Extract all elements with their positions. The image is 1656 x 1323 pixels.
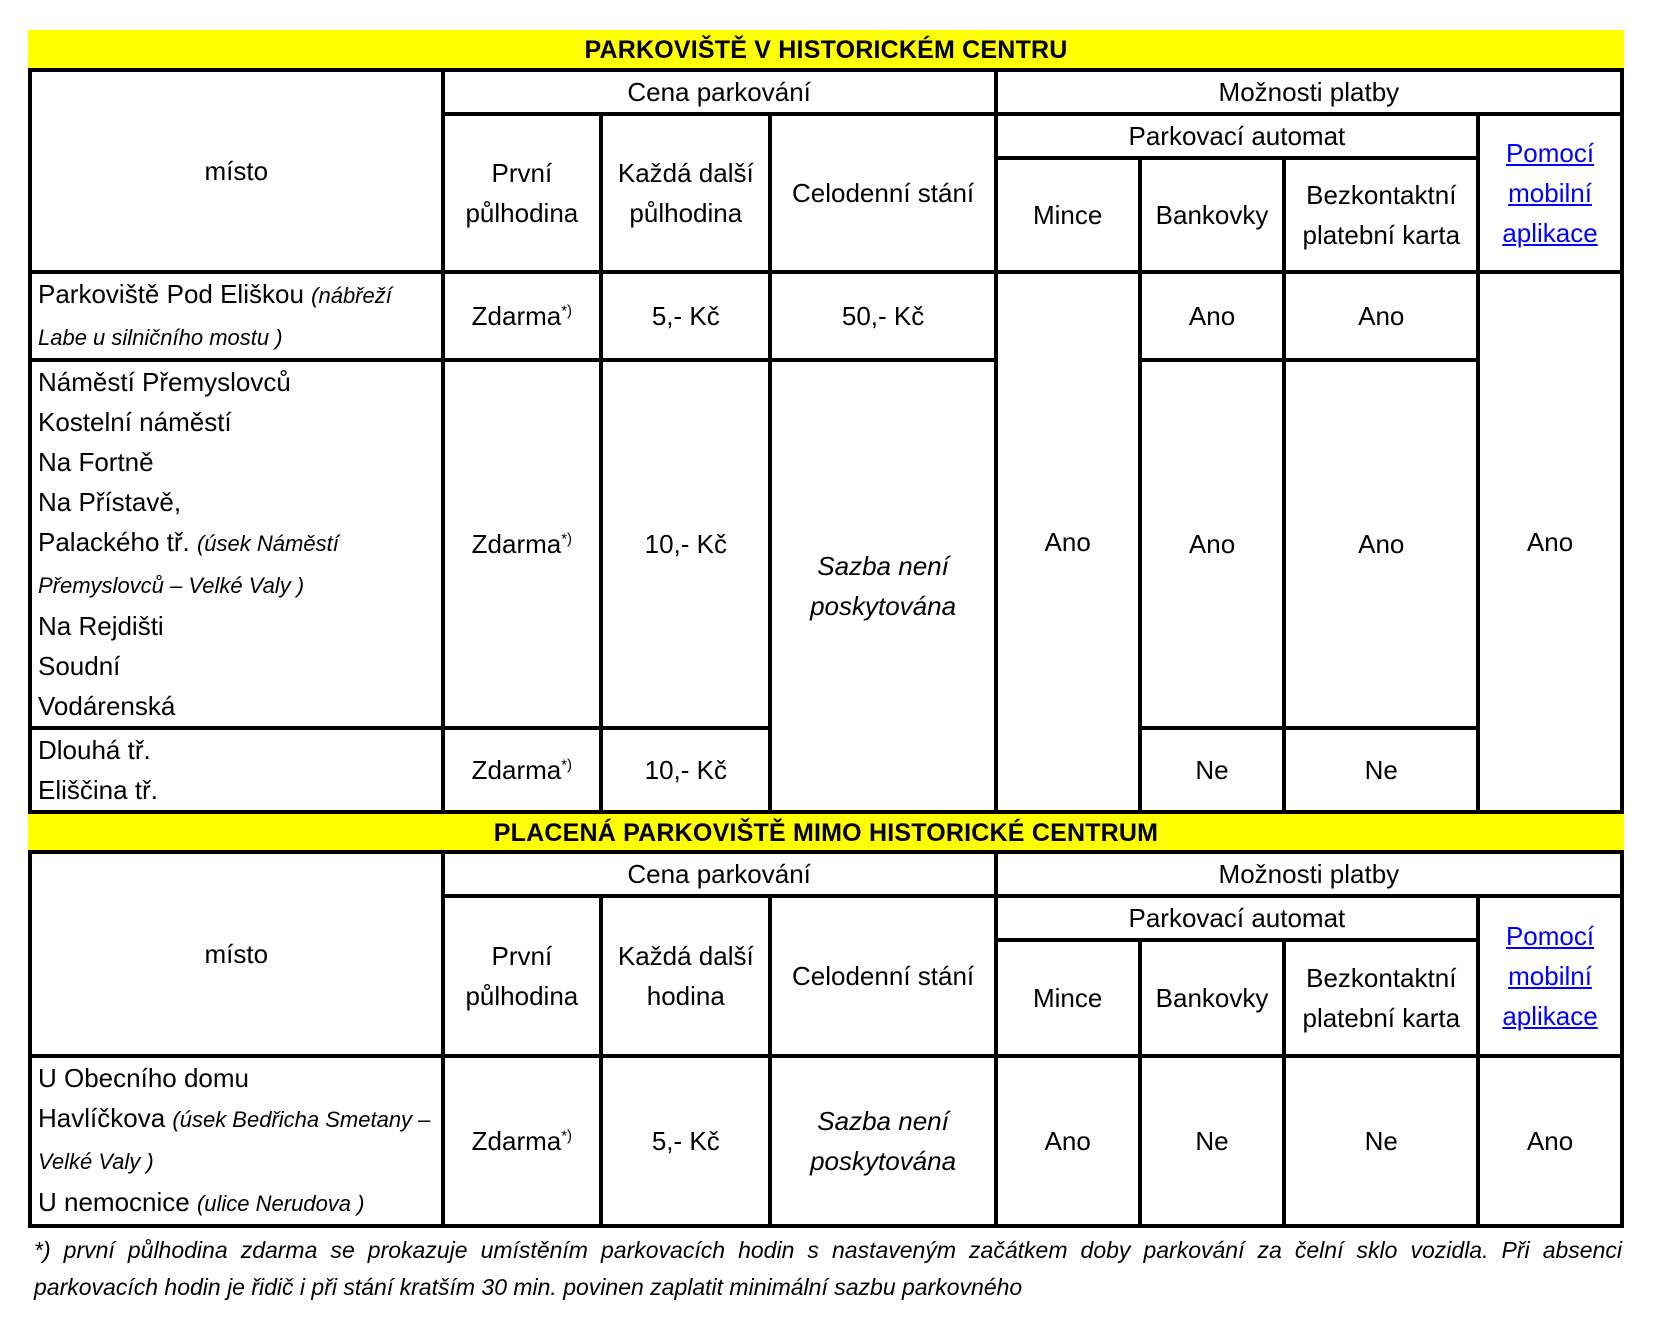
street-name: Na Přístavě, <box>38 487 182 517</box>
street-name: U nemocnice (ulice Nerudova ) <box>38 1187 365 1217</box>
row-obecni-dum-celodenni: Sazba není poskytována <box>770 1056 995 1226</box>
row-obecni-dum-aplikace: Ano <box>1478 1056 1622 1226</box>
street-name: Náměstí Přemyslovců <box>38 367 291 397</box>
street-name: Dlouhá tř. <box>38 735 151 765</box>
row-obecni-dum-bankovky: Ne <box>1140 1056 1285 1226</box>
header-mince: Mince <box>996 158 1140 272</box>
street-name: Eliščina tř. <box>38 775 158 805</box>
header-prvni: První půlhodina <box>443 114 602 272</box>
header-cena: Cena parkování <box>443 70 996 114</box>
street-name: Havlíčkova (úsek Bedřicha Smetany – Velké Valy ) <box>38 1103 431 1174</box>
header-moznosti: Možnosti platby <box>996 852 1622 896</box>
row-obecni-dum-karta: Ne <box>1284 1056 1478 1226</box>
header-aplikace[interactable] <box>1478 896 1622 1056</box>
street-name: Kostelní náměstí <box>38 407 232 437</box>
row-namesti-prvni: Zdarma*) <box>443 360 602 728</box>
header-automat: Parkovací automat <box>996 896 1478 940</box>
header-bankovky: Bankovky <box>1140 158 1285 272</box>
mince-value: Ano <box>996 272 1140 812</box>
row-obecni-dum-mince: Ano <box>996 1056 1140 1226</box>
header-celodenni: Celodenní stání <box>770 896 995 1056</box>
row-obecni-dum-dalsi: 5,- Kč <box>601 1056 770 1226</box>
header-automat: Parkovací automat <box>996 114 1478 158</box>
row-namesti-celodenni: Sazba není poskytována <box>770 360 995 812</box>
row-namesti-dalsi: 10,- Kč <box>601 360 770 728</box>
header-misto: místo <box>30 70 443 272</box>
row-dlouha-name <box>30 728 443 812</box>
row-namesti-name <box>30 360 443 728</box>
row-dlouha-dalsi: 10,- Kč <box>601 728 770 812</box>
mobile-app-link[interactable]: Pomocí mobilní aplikace <box>1502 921 1598 1031</box>
table-historicke-centrum <box>28 68 1624 814</box>
header-mince: Mince <box>996 940 1140 1056</box>
row-dlouha-karta: Ne <box>1284 728 1478 812</box>
header-misto: místo <box>30 852 443 1056</box>
street-name: Palackého tř. (úsek Náměstí Přemyslovců – Velké Valy ) <box>38 527 339 598</box>
row-pod-eliskou-celodenni: 50,- Kč <box>770 272 995 360</box>
row-pod-eliskou-dalsi: 5,- Kč <box>601 272 770 360</box>
row-pod-eliskou-prvni: Zdarma*) <box>443 272 602 360</box>
row-dlouha-bankovky: Ne <box>1140 728 1285 812</box>
row-pod-eliskou-name: Parkoviště Pod Eliškou (nábřeží Labe u silničního mostu ) <box>30 272 443 360</box>
row-obecni-dum-prvni: Zdarma*) <box>443 1056 602 1226</box>
row-obecni-dum-name <box>30 1056 443 1226</box>
street-name: Na Fortně <box>38 447 154 477</box>
section1-banner: PARKOVIŠTĚ V HISTORICKÉM CENTRU <box>28 30 1624 68</box>
header-dalsi: Každá další hodina <box>601 896 770 1056</box>
row-pod-eliskou-bankovky: Ano <box>1140 272 1285 360</box>
street-name: U Obecního domu <box>38 1063 250 1093</box>
street-name: Soudní <box>38 651 121 681</box>
street-name: Na Rejdišti <box>38 611 164 641</box>
street-name: Vodárenská <box>38 691 176 721</box>
row-dlouha-prvni: Zdarma*) <box>443 728 602 812</box>
header-prvni: První půlhodina <box>443 896 602 1056</box>
header-aplikace[interactable] <box>1478 114 1622 272</box>
mobile-app-link[interactable]: Pomocí mobilní aplikace <box>1502 138 1598 248</box>
row-pod-eliskou-karta: Ano <box>1284 272 1478 360</box>
header-dalsi: Každá další půlhodina <box>601 114 770 272</box>
section2-banner: PLACENÁ PARKOVIŠTĚ MIMO HISTORICKÉ CENTRUM <box>28 814 1624 850</box>
table-mimo-centrum <box>28 850 1624 1228</box>
row-namesti-bankovky: Ano <box>1140 360 1285 728</box>
header-karta: Bezkontaktní platební karta <box>1284 940 1478 1056</box>
header-celodenni: Celodenní stání <box>770 114 995 272</box>
header-cena: Cena parkování <box>443 852 996 896</box>
header-karta: Bezkontaktní platební karta <box>1284 158 1478 272</box>
row-namesti-karta: Ano <box>1284 360 1478 728</box>
header-bankovky: Bankovky <box>1140 940 1285 1056</box>
aplikace-value: Ano <box>1478 272 1622 812</box>
header-moznosti: Možnosti platby <box>996 70 1622 114</box>
footnote: *) první půlhodina zdarma se prokazuje umístěním parkovacích hodin s nastaveným začátkem doby parkování za čelní sklo vozidla. Při absenci parkovacích hodin je řidič i při stání kratším 30 min. povinen zaplatit minimální sazbu parkovného <box>34 1237 1622 1300</box>
